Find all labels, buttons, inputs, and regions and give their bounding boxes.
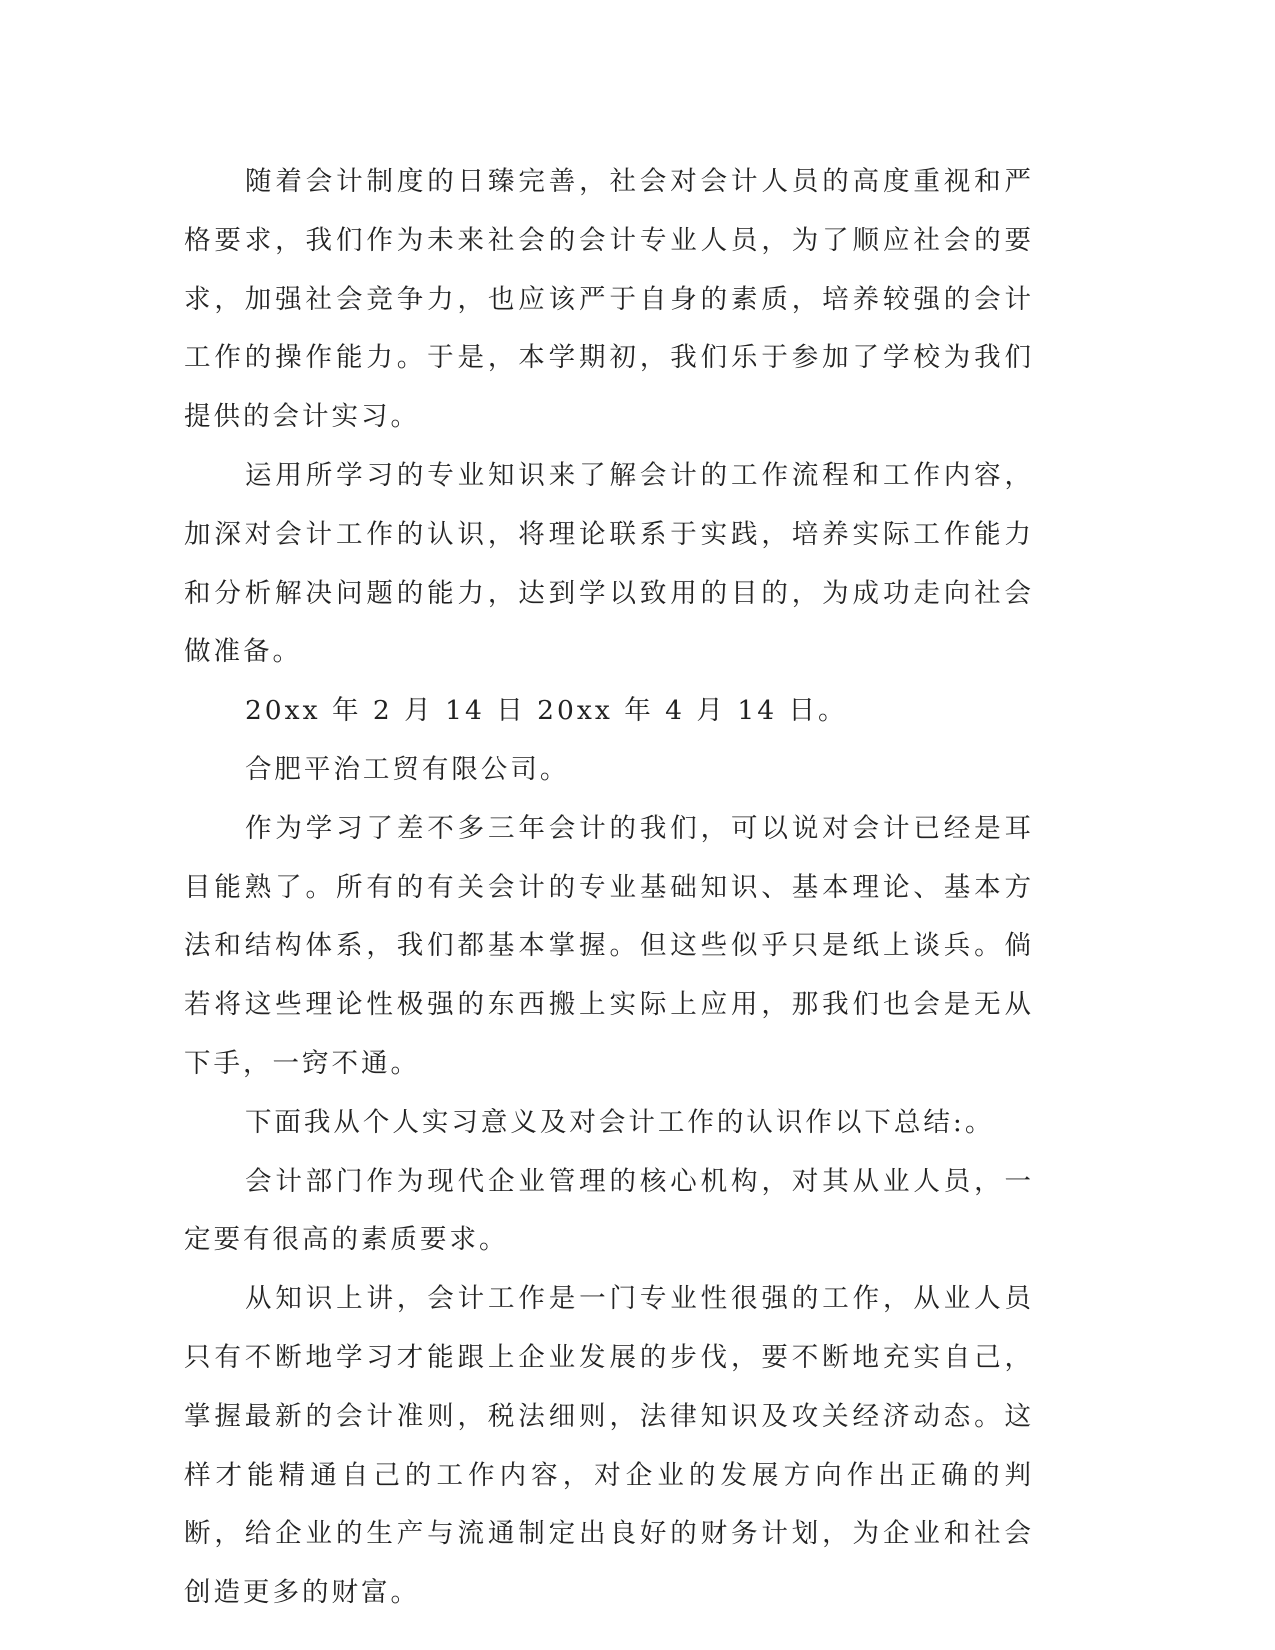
paragraph-company: 合肥平治工贸有限公司。 <box>244 753 570 785</box>
paragraph-dates: 20xx 年 2 月 14 日 20xx 年 4 月 14 日。 <box>244 695 848 727</box>
paragraph-knowledge: 从知识上讲，会计工作是一门专业性很强的工作，从业人员只有不断地学习才能跟上企业发展的步伐，要不断地充实自己，掌握最新的会计准则，税法细则，法律知识及攻关经济动态。这样才能精通自己的工作内容，对企业的发展方向作出正确的判断，给企业的生产与流通制定出良好的财务计划，为企业和社会创造更多的财富。 <box>184 1283 1034 1609</box>
paragraph-requirements: 会计部门作为现代企业管理的核心机构，对其从业人员，一定要有很高的素质要求。 <box>184 1165 1034 1256</box>
paragraph-purpose: 运用所学习的专业知识来了解会计的工作流程和工作内容，加深对会计工作的认识，将理论联系于实践，培养实际工作能力和分析解决问题的能力，达到学以致用的目的，为成功走向社会做准备。 <box>184 459 1034 668</box>
paragraph-background: 作为学习了差不多三年会计的我们，可以说对会计已经是耳目能熟了。所有的有关会计的专业基础知识、基本理论、基本方法和结构体系，我们都基本掌握。但这些似乎只是纸上谈兵。倘若将这些理论性极强的东西搬上实际上应用，那我们也会是无从下手，一窍不通。 <box>184 812 1034 1079</box>
document-body <box>184 153 1034 1623</box>
paragraph-summary-lead: 下面我从个人实习意义及对会计工作的认识作以下总结:。 <box>244 1106 995 1138</box>
paragraph-intro: 随着会计制度的日臻完善，社会对会计人员的高度重视和严格要求，我们作为未来社会的会计专业人员，为了顺应社会的要求，加强社会竞争力，也应该严于自身的素质，培养较强的会计工作的操作能力。于是，本学期初，我们乐于参加了学校为我们提供的会计实习。 <box>184 166 1034 433</box>
